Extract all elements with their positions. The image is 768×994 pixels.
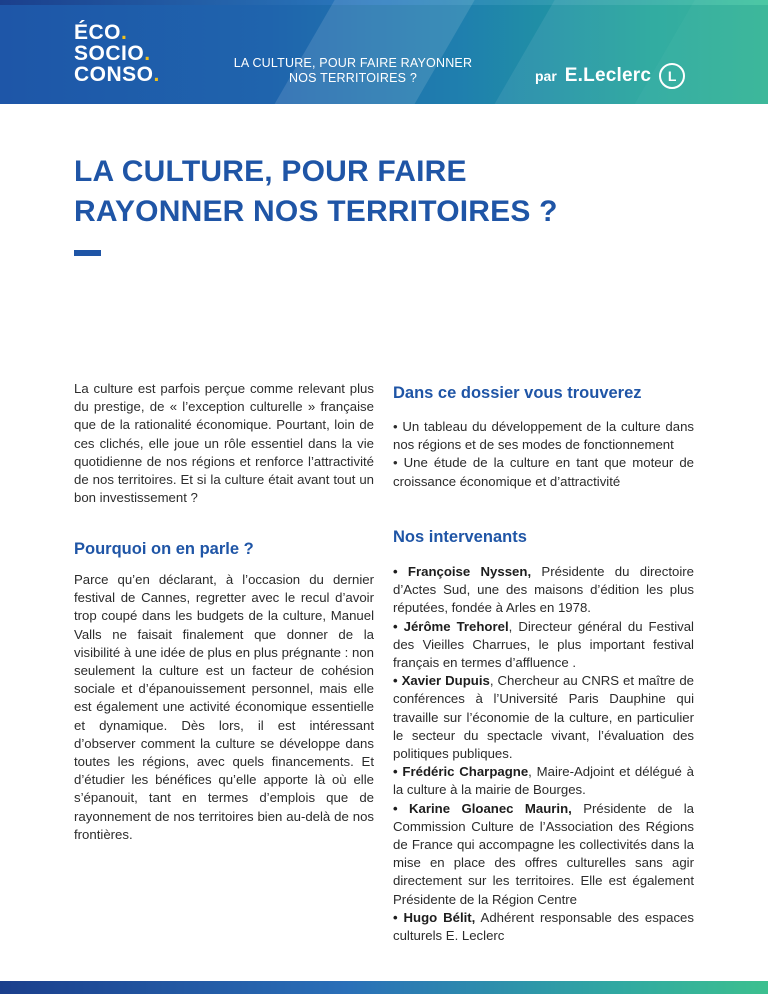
speakers-heading: Nos intervenants — [393, 528, 527, 546]
speaker-description: Adhérent responsable des espaces culturels E. Leclerc — [393, 909, 694, 944]
speaker-name: • Françoise Nyssen, — [393, 564, 532, 579]
page-title-line: RAYONNER NOS TERRITOIRES ? — [74, 195, 558, 228]
speaker-description: , Maire-Adjoint et délégué à la culture à la mairie de Bourges. — [393, 764, 694, 798]
speaker-name: • Jérôme Trehorel — [393, 618, 509, 634]
logo-line: ÉCO — [74, 21, 122, 44]
speaker-name: • Xavier Dupuis — [393, 673, 490, 689]
why-heading: Pourquoi on en parle ? — [74, 540, 254, 558]
logo-dot: . — [153, 63, 160, 86]
speaker-name: • Karine Gloanec Maurin, — [393, 800, 572, 816]
header-topic — [222, 56, 484, 86]
page-title — [74, 152, 694, 232]
footer-gradient-bar — [0, 981, 768, 994]
dossier-heading: Dans ce dossier vous trouverez — [393, 384, 642, 402]
speaker-description: , Chercheur au CNRS et maître de conférences à l’Université Paris Dauphine qui travaille sur l’économie de la culture, en particulier le secteur du spectacle vivant, l’évaluation des politiques publiques. — [393, 673, 695, 762]
intro-paragraph: La culture est parfois perçue comme relevant plus du prestige, de « l’exception culturelle » française que de la rationalité économique. Pourtant, loin de ces clichés, elle joue un rôle essentiel dans la vie quotidienne de nos régions et renforce l’attractivité de nos territoires. Et si la culture était avant tout un bon investissement ? — [74, 381, 374, 506]
dossier-item: • Une étude de la culture en tant que moteur de croissance économique et d’attractivité — [393, 455, 694, 489]
logo-dot: . — [144, 42, 151, 65]
brand-prefix: par — [535, 68, 557, 84]
header-decor-shape — [242, 0, 497, 104]
speaker-name: • Hugo Bélit, — [393, 909, 476, 925]
logo-dot: . — [121, 21, 128, 44]
title-underline-rule — [74, 250, 101, 256]
speaker-item — [393, 672, 694, 763]
why-paragraph: Parce qu’en déclarant, à l’occasion du dernier festival de Cannes, regretter avec le recul d’avoir trop coupé dans les budgets de la culture, Manuel Valls ne faisait finalement que donner de la visibilité à une idée de plus en plus prégnante : non seulement la culture est un facteur de cohésion sociale et d’épanouissement personnel, mais elle est également une activité économique essentielle et dynamique. Dès lors, il est intéressant d’observer comment la culture se développe dans toutes les régions, avec quels financements. Et d’étudier les bénéfices qu’elle apporte là où elle s’épanouit, tant en termes d’emplois que de rayonnement de nos territoires bien au-delà de nos frontières. — [74, 572, 374, 842]
speakers-list — [393, 563, 694, 945]
speaker-name: • Frédéric Charpagne — [393, 764, 529, 780]
speaker-item — [393, 800, 694, 909]
speaker-item — [393, 618, 694, 673]
speaker-item — [393, 563, 694, 618]
leclerc-logo-icon — [659, 63, 685, 89]
leclerc-logo-letter: L — [667, 68, 677, 84]
page-title-line: LA CULTURE, POUR FAIRE — [74, 155, 467, 188]
header-topic-line: LA CULTURE, POUR FAIRE RAYONNER — [233, 56, 473, 70]
speaker-item — [393, 909, 694, 945]
eco-socio-conso-logo — [74, 22, 160, 85]
brand-lockup — [535, 63, 685, 89]
header-banner — [0, 0, 768, 104]
logo-line: CONSO — [74, 63, 154, 86]
speaker-item — [393, 763, 694, 799]
dossier-item: • Un tableau du développement de la culture dans nos régions et de ses modes de fonctionnement — [393, 419, 694, 453]
brand-name: E.Leclerc — [564, 65, 652, 86]
speaker-description: , Directeur général du Festival des Vieilles Charrues, le plus important festival français en termes d’affluence . — [393, 618, 694, 671]
header-topic-line: NOS TERRITOIRES ? — [289, 71, 417, 85]
speaker-description: Présidente de la Commission Culture de l’Association des Régions de France qui accompagne les collectivités dans la mise en place des offres culturelles sans agir directement sur les territoires. Elle est également Présidente de la Région Centre — [393, 800, 694, 907]
dossier-list — [393, 418, 694, 491]
logo-line: SOCIO — [74, 42, 145, 65]
speaker-description: Présidente du directoire d’Actes Sud, une des maisons d’édition les plus réputées, fondée à Arles en 1978. — [393, 564, 695, 616]
